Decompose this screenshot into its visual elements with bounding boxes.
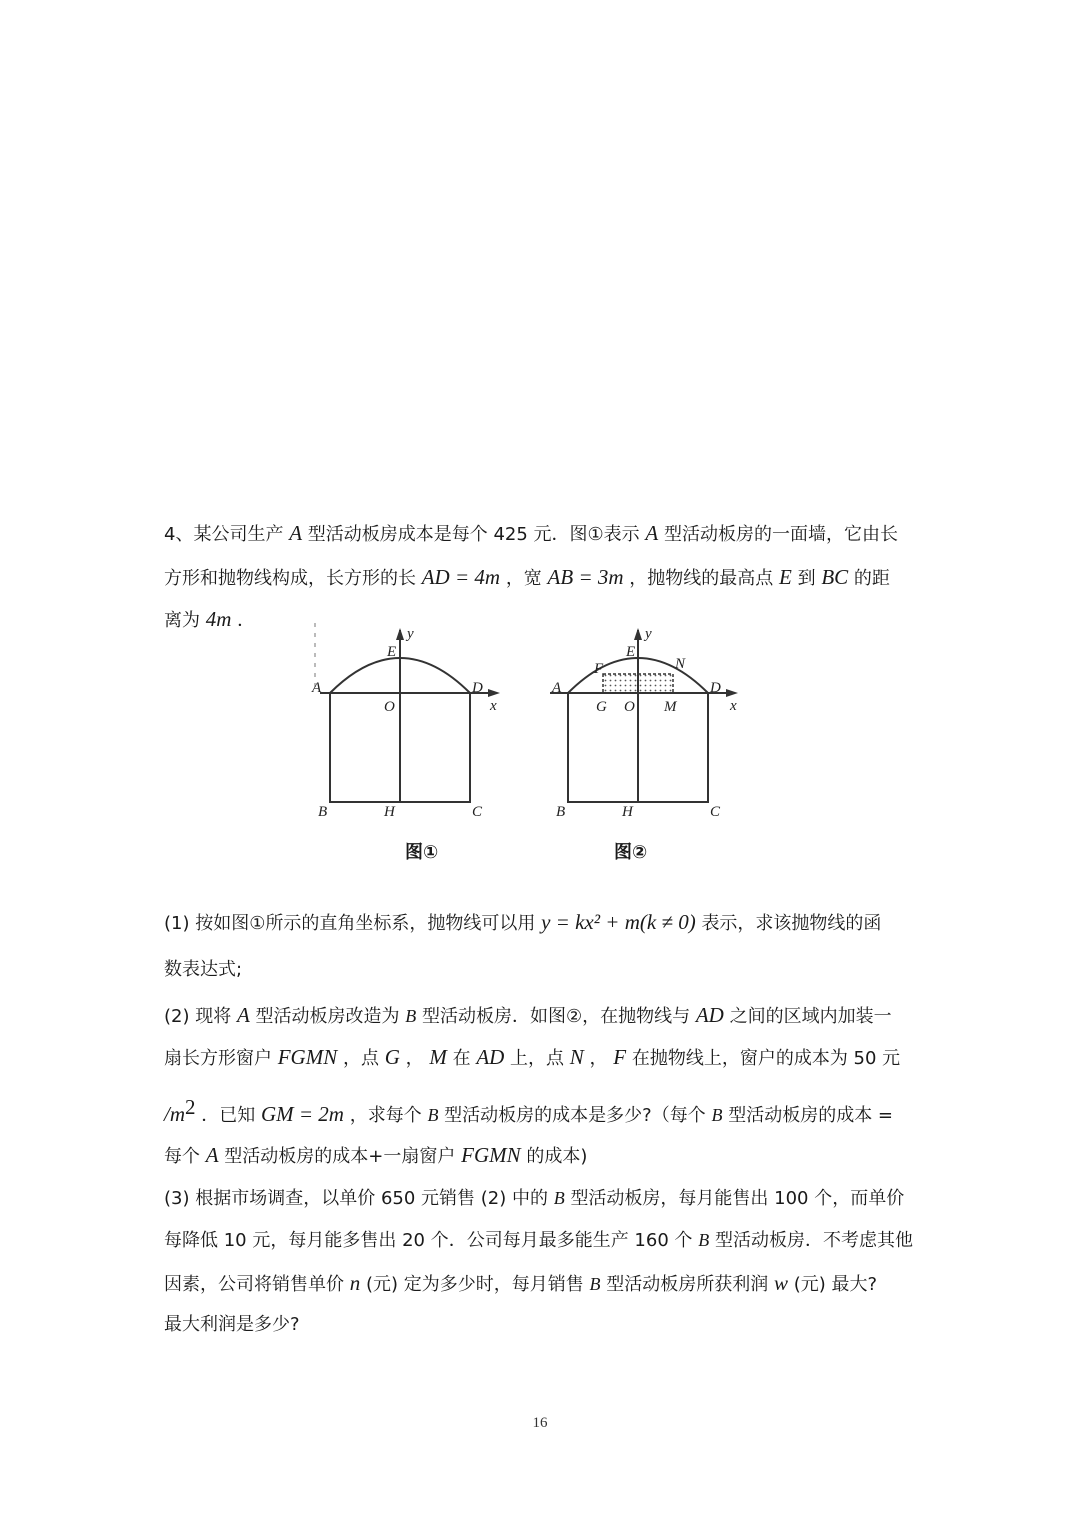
figure-1-diagram [300, 618, 520, 828]
q2-text: 型活动板房改造为 [255, 1006, 400, 1027]
math-symbol: B [698, 1230, 710, 1250]
point-label-c: C [710, 804, 721, 820]
q3-text: 型活动板房所获利润 [606, 1274, 769, 1295]
q3-text: 型活动板房．不考虑其他 [714, 1230, 913, 1251]
problem-line-1 [164, 520, 924, 548]
figure-2-caption: 图② [614, 842, 648, 863]
q2-text: ， [589, 1048, 608, 1069]
problem-text: ． [237, 610, 256, 631]
q1-text: 数表达式; [164, 959, 243, 980]
point-label-n: N [675, 656, 686, 672]
math-symbol: B [405, 1006, 417, 1026]
q2-text: 型活动板房的成本是多少?（每个 [444, 1105, 706, 1126]
math-symbol: w [773, 1271, 788, 1295]
x-axis-arrow [726, 689, 738, 697]
point-label-e: E [626, 644, 636, 660]
point-label-f: F [594, 661, 604, 677]
math-symbol: AD [695, 1003, 724, 1027]
math-symbol: F [613, 1045, 627, 1069]
q3-line-2 [164, 1227, 924, 1254]
math-symbol: FGMN [277, 1045, 338, 1069]
q1-formula: y = kx² + m(k ≠ 0) [541, 910, 696, 934]
q3-text: (元) 定为多少时，每月销售 [365, 1274, 584, 1295]
math-symbol: M [429, 1045, 447, 1069]
q3-line-4 [164, 1312, 924, 1338]
problem-text: 到 [797, 568, 816, 589]
q1-line-1 [164, 909, 924, 937]
math-symbol: A [236, 1003, 250, 1027]
math-expression: 4m [205, 607, 232, 631]
q1-text: 表示，求该抛物线的函 [701, 913, 882, 934]
q2-line-1 [164, 1002, 924, 1030]
math-symbol: B [427, 1105, 439, 1125]
math-symbol: B [711, 1105, 723, 1125]
axis-label-y: y [645, 626, 652, 642]
q3-line-3 [164, 1270, 924, 1298]
point-label-e: E [387, 644, 397, 660]
problem-text: ，宽 [505, 568, 542, 589]
point-label-a: A [552, 680, 562, 696]
q2-line-2 [164, 1044, 924, 1072]
problem-text: 方形和抛物线构成，长方形的长 [164, 568, 416, 589]
q2-text: ， [405, 1048, 424, 1069]
problem-line-2 [164, 564, 924, 592]
point-label-b: B [318, 804, 328, 820]
point-label-d: D [710, 680, 721, 696]
point-label-o: O [624, 699, 635, 715]
y-axis-arrow [634, 628, 642, 640]
q2-text: 型活动板房的成本+一扇窗户 [224, 1146, 456, 1167]
q2-text: ．已知 [201, 1105, 256, 1126]
math-symbol: E [779, 565, 792, 589]
point-label-o: O [384, 699, 395, 715]
q2-text: 在 [452, 1048, 471, 1069]
q2-text: 的成本) [526, 1146, 588, 1167]
q3-text: (元) 最大? [793, 1274, 878, 1295]
problem-text: 4、某公司生产 [164, 524, 284, 545]
q2-text: ，求每个 [349, 1105, 422, 1126]
x-axis-arrow [488, 689, 500, 697]
q3-text: (3) 根据市场调查，以单价 650 元销售 (2) 中的 [164, 1188, 548, 1209]
q2-text: (2) 现将 [164, 1006, 232, 1027]
q2-text: 扇长方形窗户 [164, 1048, 272, 1069]
problem-text: 的距 [853, 568, 890, 589]
q3-text: 型活动板房，每月能售出 100 个，而单价 [570, 1188, 905, 1209]
point-label-c: C [472, 804, 483, 820]
math-symbol: n [349, 1271, 361, 1295]
q2-text: ，点 [342, 1048, 379, 1069]
math-expression: AD = 4m [421, 565, 501, 589]
q1-line-2 [164, 957, 924, 983]
point-label-m: M [664, 699, 677, 715]
q3-line-1 [164, 1185, 924, 1212]
q2-text: 型活动板房．如图②，在抛物线与 [421, 1006, 691, 1027]
math-symbol: B [553, 1188, 565, 1208]
math-symbol: A [645, 521, 659, 545]
q2-text: 在抛物线上，窗户的成本为 50 元 [631, 1048, 901, 1069]
q2-text: 上，点 [510, 1048, 565, 1069]
q2-text: 每个 [164, 1146, 200, 1167]
axis-label-x: x [490, 698, 497, 714]
math-symbol: AD [476, 1045, 505, 1069]
math-symbol: G [384, 1045, 400, 1069]
math-expression: GM = 2m [260, 1102, 344, 1126]
problem-text: 离为 [164, 610, 200, 631]
q2-line-3 [164, 1094, 924, 1129]
y-axis-arrow [396, 628, 404, 640]
axis-label-y: y [407, 626, 414, 642]
page-number: 16 [532, 1415, 548, 1431]
unit-exponent: 2 [185, 1095, 196, 1119]
point-label-h: H [384, 804, 395, 820]
axis-label-x: x [730, 698, 737, 714]
figure-2-diagram [538, 618, 758, 828]
point-label-d: D [472, 680, 483, 696]
q3-text: 因素，公司将销售单价 [164, 1274, 344, 1295]
unit-symbol: /m [164, 1102, 185, 1126]
figure-1-caption: 图① [405, 842, 439, 863]
math-symbol: N [569, 1045, 584, 1069]
q3-text: 每降低 10 元，每月能多售出 20 个．公司每月最多能生产 160 个 [164, 1230, 693, 1251]
math-symbol: B [589, 1274, 601, 1294]
point-label-b: B [556, 804, 566, 820]
math-expression: AB = 3m [547, 565, 624, 589]
math-symbol: BC [821, 565, 849, 589]
problem-text: 型活动板房的一面墙，它由长 [663, 524, 898, 545]
q1-text: (1) 按如图①所示的直角坐标系，抛物线可以用 [164, 913, 536, 934]
point-label-a: A [312, 680, 322, 696]
problem-text: ，抛物线的最高点 [629, 568, 774, 589]
q2-line-4 [164, 1142, 924, 1170]
math-symbol: FGMN [461, 1143, 521, 1167]
q3-text: 最大利润是多少? [164, 1314, 300, 1335]
point-label-g: G [596, 699, 607, 715]
q2-text: 型活动板房的成本 = [728, 1105, 894, 1126]
problem-text: 型活动板房成本是每个 425 元．图①表示 [307, 524, 640, 545]
math-symbol: A [205, 1143, 219, 1167]
point-label-h: H [622, 804, 633, 820]
q2-text: 之间的区域内加装一 [729, 1006, 892, 1027]
math-symbol: A [289, 521, 303, 545]
